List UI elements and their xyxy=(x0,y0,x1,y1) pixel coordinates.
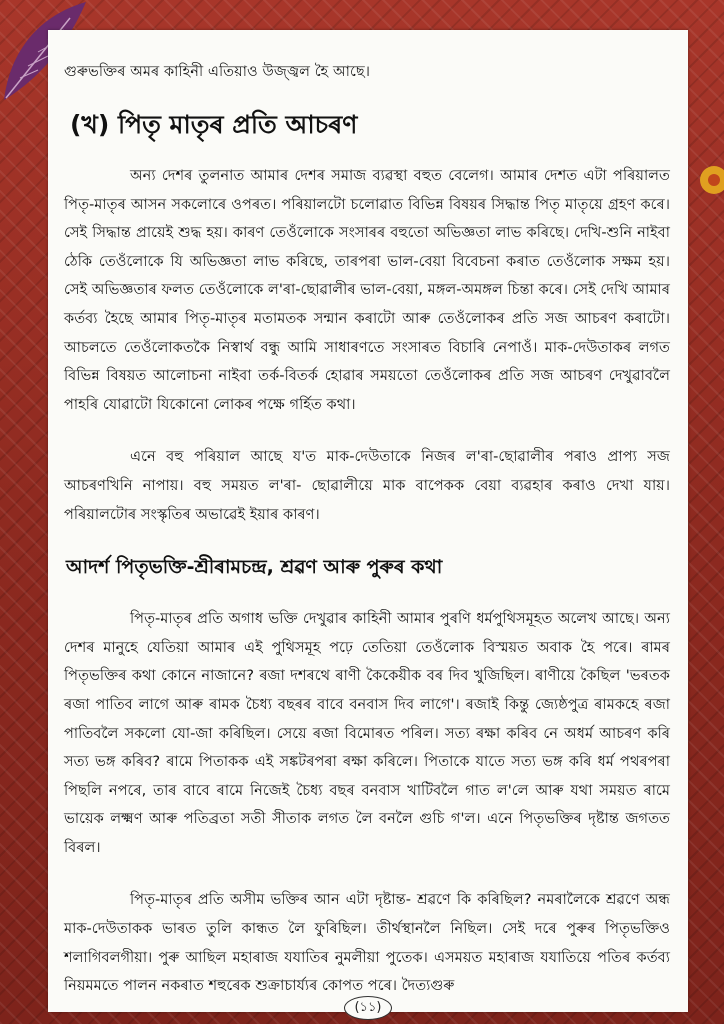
paragraph: পিতৃ-মাতৃৰ প্ৰতি অগাধ ভক্তি দেখুৱাৰ কাহিনী আমাৰ পুৰণি ধৰ্মপুথিসমূহত অলেখ আছে। অন্য দেশৰ মানুহে যেতিয়া আমাৰ এই পুথিসমূহ পঢ়ে তেতিয়া তেওঁলোক বিস্ময়ত অবাক হৈ পৰে। ৰামৰ পিতৃভক্তিৰ কথা কোনে নাজানে? ৰজা দশৰথে ৰাণী কৈকেয়ীক বৰ দিব খুজিছিল। ৰাণীয়ে কৈছিল 'ভৰতক ৰজা পাতিব লাগে আৰু ৰামক চৈধ্য বছৰৰ বাবে বনবাস দিব লাগে'। ৰজাই কিন্তু জ্যেষ্ঠপুত্ৰ ৰামকহে ৰজা পাতিবলৈ সকলো যো-জা কৰিছিল। সেয়ে ৰজা বিমোৰত পৰিল। সত্য ৰক্ষা কৰিব নে অধৰ্ম আচৰণ কৰি সত্য ভঙ্গ কৰিব? ৰামে পিতাকক এই সঙ্কটৰপৰা ৰক্ষা কৰিলে। পিতাকে যাতে সত্য ভঙ্গ কৰি ধৰ্ম পথৰপৰা পিছলি নপৰে, তাৰ বাবে ৰামে নিজেই চৈধ্য বছৰ বনবাস খাটিবলৈ গাত ল'লে আৰু যথা সময়ত ৰামে ভায়েক লক্ষ্মণ আৰু পতিব্ৰতা সতী সীতাক লগত লৈ বনলৈ গুচি গ'ল। এনে পিতৃভক্তিৰ দৃষ্টান্ত জগতত বিৰল। xyxy=(64,610,670,856)
book-page xyxy=(48,30,688,1015)
section-title: (খ) পিতৃ মাতৃৰ প্ৰতি আচৰণ xyxy=(70,110,358,139)
paragraph: পিতৃ-মাতৃৰ প্ৰতি অসীম ভক্তিৰ আন এটা দৃষ্টান্ত- শ্ৰৱণে কি কৰিছিল? নমৰালৈকে শ্ৰৱণে অন্ধ মাক-দেউতাকক ভাৰত তুলি কান্ধত লৈ ফুৰিছিল। তীৰ্থস্থানলৈ নিছিল। সেই দৰে পুৰুৰ পিতৃভক্তিও শলাগিবলগীয়া। পুৰু আছিল মহাৰাজ যযাতিৰ নুমলীয়া পুতেক। এসময়ত মহাৰাজ যযাতিয়ে পতিৰ কৰ্তব্য নিয়মমতে পালন নকৰাত শহুৰেক শুক্ৰাচাৰ্য্যৰ কোপত পৰে। দৈত্যগুৰু xyxy=(64,891,670,995)
page-number: (১১) xyxy=(344,996,392,1020)
flower-ornament-icon xyxy=(684,150,724,210)
subsection-title: আদৰ্শ পিতৃভক্তি-শ্ৰীৰামচন্দ্ৰ, শ্ৰৱণ আৰু পুৰুৰ কথা xyxy=(66,556,443,579)
paragraph: অন্য দেশৰ তুলনাত আমাৰ দেশৰ সমাজ ব্যৱস্থা বহুত বেলেগ। আমাৰ দেশত এটা পৰিয়ালত পিতৃ-মাতৃৰ আসন সকলোৰে ওপৰত। পৰিয়ালটো চলোৱাত বিভিন্ন বিষয়ৰ সিদ্ধান্ত পিতৃ মাতৃয়ে গ্ৰহণ কৰে। সেই সিদ্ধান্ত প্ৰায়েই শুদ্ধ হয়। কাৰণ তেওঁলোকে সংসাৰৰ বহুতো অভিজ্ঞতা লাভ কৰিছে। দেখি-শুনি নাইবা ঠেকি তেওঁলোকে যি অভিজ্ঞতা লাভ কৰিছে, তাৰপৰা ভাল-বেয়া বিবেচনা কৰাত তেওঁলোক সক্ষম হয়। সেই অভিজ্ঞতাৰ ফলত তেওঁলোকে ল'ৰা-ছোৱালীৰ ভাল-বেয়া, মঙ্গল-অমঙ্গল চিন্তা কৰে। সেই দেখি আমাৰ কৰ্তব্য হৈছে আমাৰ পিতৃ-মাতৃৰ মতামতক সন্মান কৰাটো আৰু তেওঁলোকৰ প্ৰতি সজ আচৰণ কৰাটো। আচলতে তেওঁলোকতকৈ নিস্বাৰ্থ বন্ধু আমি সাধাৰণতে সংসাৰত বিচাৰি নেপাওঁ। মাক-দেউতাকৰ লগত বিভিন্ন বিষয়ত আলোচনা নাইবা তৰ্ক-বিতৰ্ক হোৱাৰ সময়তো তেওঁলোকৰ প্ৰতি সজ আচৰণ দেখুৱাবলৈ পাহৰি যোৱাটো যিকোনো লোকৰ পক্ষে গৰ্হিত কথা। xyxy=(64,167,670,413)
intro-line: গুৰুভক্তিৰ অমৰ কাহিনী এতিয়াও উজ্জ্বল হৈ আছে। xyxy=(64,64,370,80)
paragraph: এনে বহু পৰিয়াল আছে য'ত মাক-দেউতাকে নিজৰ ল'ৰা-ছোৱালীৰ পৰাও প্ৰাপ্য সজ আচৰণখিনি নাপায়। বহু সময়ত ল'ৰা- ছোৱালীয়ে মাক বাপেকক বেয়া ব্যৱহাৰ কৰাও দেখা যায়। পৰিয়ালটোৰ সংস্কৃতিৰ অভাৱেই ইয়াৰ কাৰণ। xyxy=(64,448,670,523)
